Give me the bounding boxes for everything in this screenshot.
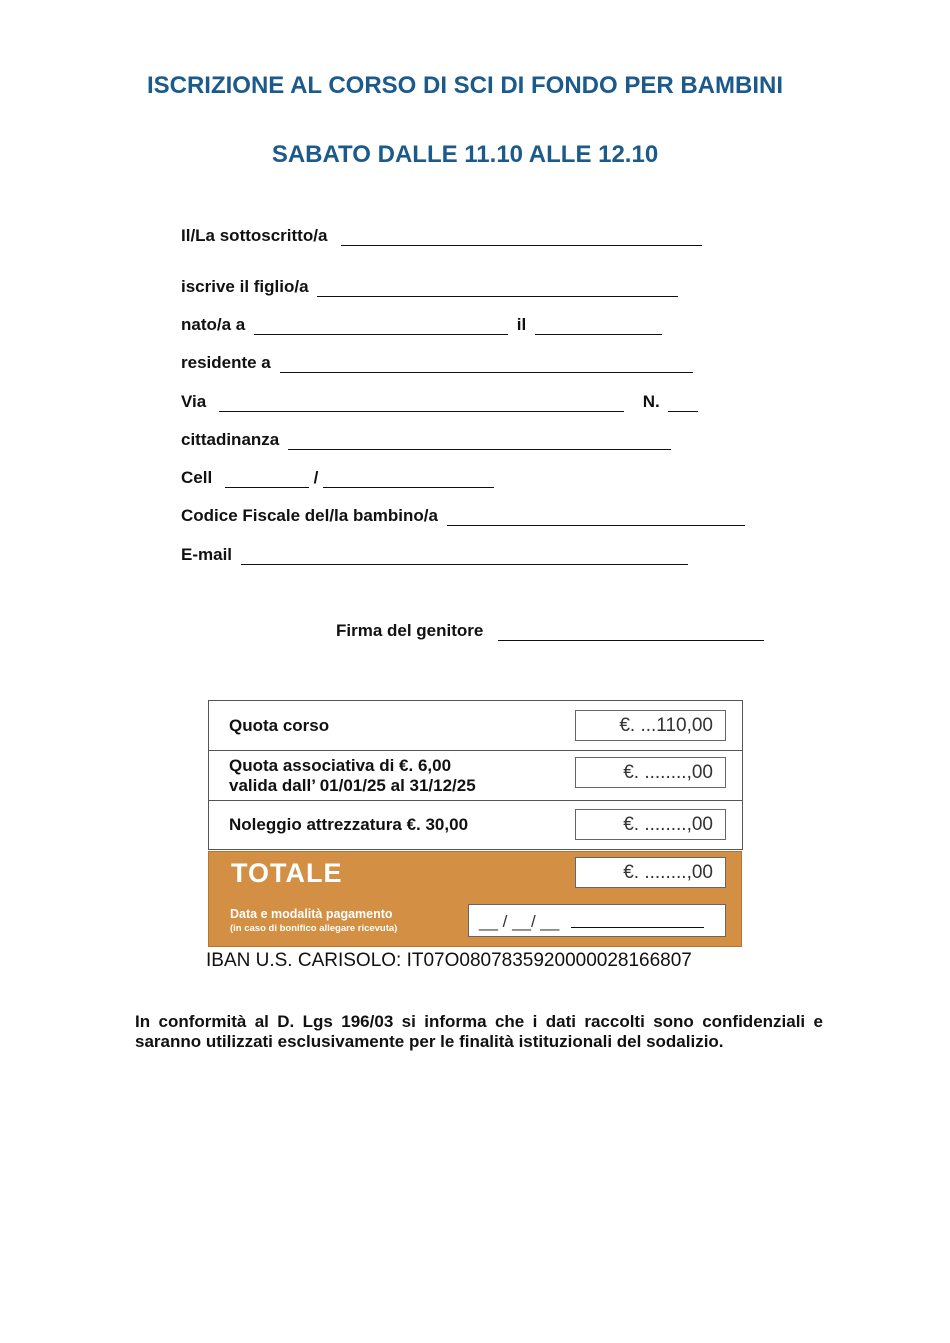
residente-field[interactable]	[280, 354, 693, 373]
quota-associativa-label	[229, 756, 476, 796]
page-subtitle: SABATO DALLE 11.10 ALLE 12.10	[271, 141, 659, 168]
residente-row	[181, 353, 693, 375]
cell-separator: /	[313, 468, 319, 487]
quota-associativa-amount[interactable]: €. ........,00	[575, 757, 726, 788]
signature-field[interactable]	[498, 622, 764, 641]
codice-fiscale-label: Codice Fiscale del/la bambino/a	[181, 506, 438, 525]
codice-fiscale-row	[181, 506, 745, 528]
total-amount[interactable]: €. ........,00	[575, 857, 726, 888]
figlio-label: iscrive il figlio/a	[181, 277, 309, 296]
nato-row	[181, 315, 662, 337]
signature-row	[336, 621, 764, 641]
cell-label: Cell	[181, 468, 213, 487]
numero-field[interactable]	[668, 393, 698, 412]
quota-corso-amount[interactable]: €. ...110,00	[575, 710, 726, 741]
quota-associativa-line1: Quota associativa di €. 6,00	[229, 756, 452, 775]
cittadinanza-row	[181, 430, 671, 452]
birthdate-field[interactable]	[535, 316, 662, 335]
figlio-row	[181, 277, 678, 299]
total-label: TOTALE	[231, 858, 343, 888]
cittadinanza-field[interactable]	[288, 431, 671, 450]
sottoscritto-row	[181, 226, 702, 248]
quota-associativa-row	[209, 751, 742, 801]
sottoscritto-field[interactable]	[341, 227, 702, 246]
noleggio-label: Noleggio attrezzatura €. 30,00	[229, 815, 469, 834]
payment-field[interactable]	[468, 904, 726, 937]
il-label: il	[516, 315, 527, 334]
via-label: Via	[181, 392, 207, 411]
payment-note: (in caso di bonifico allegare ricevuta)	[230, 923, 398, 934]
birthplace-field[interactable]	[254, 316, 508, 335]
noleggio-row	[209, 801, 742, 849]
cell-prefix-field[interactable]	[225, 469, 309, 488]
total-panel	[208, 851, 742, 947]
iban-text: IBAN U.S. CARISOLO: IT07O0807835920000028166807	[206, 950, 692, 971]
payment-date-placeholder: __ / __/ __	[479, 912, 560, 931]
quota-corso-label: Quota corso	[229, 716, 330, 735]
noleggio-amount[interactable]: €. ........,00	[575, 809, 726, 840]
codice-fiscale-field[interactable]	[447, 507, 745, 526]
cittadinanza-label: cittadinanza	[181, 430, 280, 449]
quota-corso-row	[209, 701, 742, 751]
payment-label: Data e modalità pagamento	[230, 907, 393, 921]
figlio-field[interactable]	[317, 278, 678, 297]
email-field[interactable]	[241, 546, 688, 565]
email-row	[181, 545, 688, 567]
signature-label: Firma del genitore	[336, 621, 484, 640]
email-label: E-mail	[181, 545, 233, 564]
via-field[interactable]	[219, 393, 624, 412]
payment-method-line	[571, 905, 704, 928]
sottoscritto-label: Il/La sottoscritto/a	[181, 226, 328, 245]
cell-row	[181, 468, 494, 490]
fees-table	[208, 700, 743, 850]
nato-label: nato/a a	[181, 315, 246, 334]
quota-associativa-line2: valida dall’ 01/01/25 al 31/12/25	[229, 776, 476, 795]
numero-label: N.	[642, 392, 660, 411]
cell-number-field[interactable]	[323, 469, 494, 488]
residente-label: residente a	[181, 353, 271, 372]
page-title: ISCRIZIONE AL CORSO DI SCI DI FONDO PER BAMBINI	[146, 72, 784, 99]
privacy-notice: In conformità al D. Lgs 196/03 si informa che i dati raccolti sono confidenziali e saranno utilizzati esclusivamente per le finalità istituzionali del sodalizio.	[135, 1012, 823, 1051]
via-row	[181, 392, 698, 414]
